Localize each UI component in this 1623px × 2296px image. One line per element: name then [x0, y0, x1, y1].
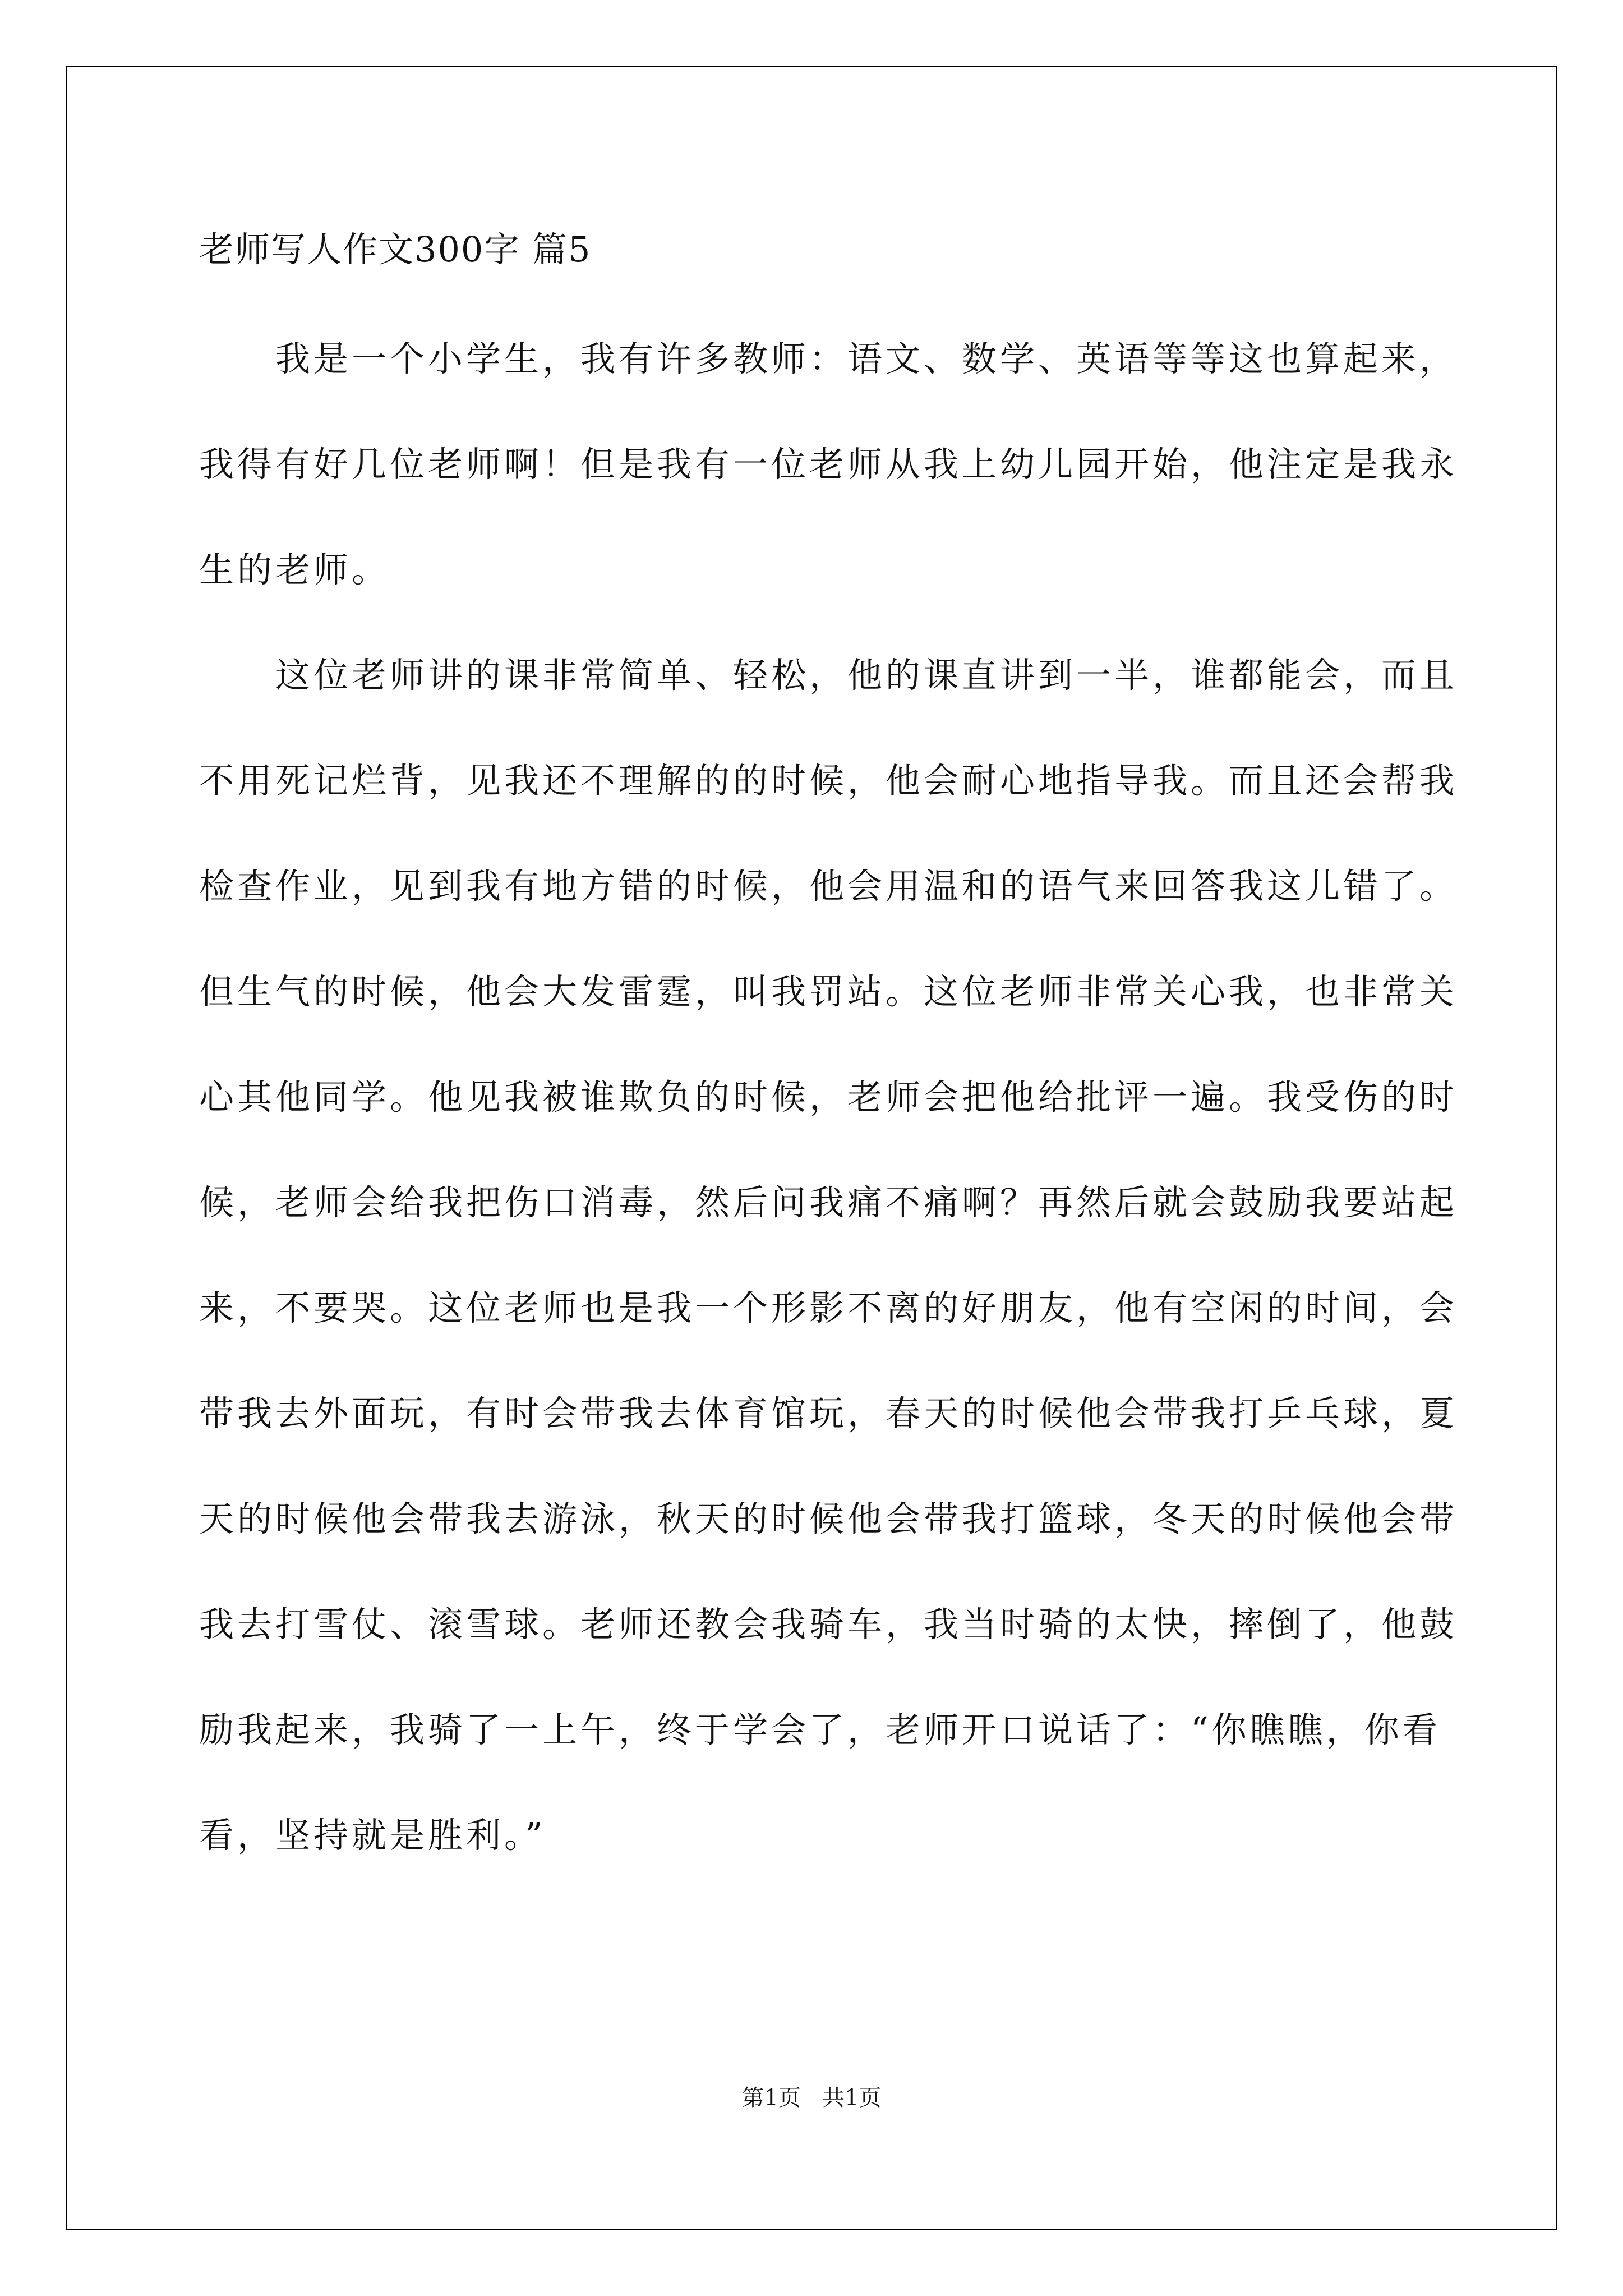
page-number-footer: 第1页 共1页 [741, 2085, 882, 2111]
paragraph-1: 我是一个小学生，我有许多教师：语文、数学、英语等等这也算起来，我得有好几位老师啊！但是我有一位老师从我上幼儿园开始，他注定是我永生的老师。 [199, 338, 1458, 590]
paragraph-2: 这位老师讲的课非常简单、轻松，他的课直讲到一半，谁都能会，而且不用死记烂背，见我还不理解的的时候，他会耐心地指导我。而且还会帮我检查作业，见到我有地方错的时候，他会用温和的语气来回答我这儿错了。但生气的时候，他会大发雷霆，叫我罚站。这位老师非常关心我，也非常关心其他同学。他见我被谁欺负的时候，老师会把他给批评一遍。我受伤的时候，老师会给我把伤口消毒，然后问我痛不痛啊？再然后就会鼓励我要站起来，不要哭。这位老师也是我一个形影不离的好朋友，他有空闲的时间，会带我去外面玩，有时会带我去体育馆玩，春天的时候他会带我打乒乓球，夏天的时候他会带我去游泳，秋天的时候他会带我打篮球，冬天的时候他会带我去打雪仗、滚雪球。老师还教会我骑车，我当时骑的太快，摔倒了，他鼓励我起来，我骑了一上午，终于学会了，老师开口说话了：“你瞧瞧，你看看，坚持就是胜利。” [199, 655, 1458, 1856]
document-title: 老师写人作文300字 篇5 [199, 229, 592, 270]
